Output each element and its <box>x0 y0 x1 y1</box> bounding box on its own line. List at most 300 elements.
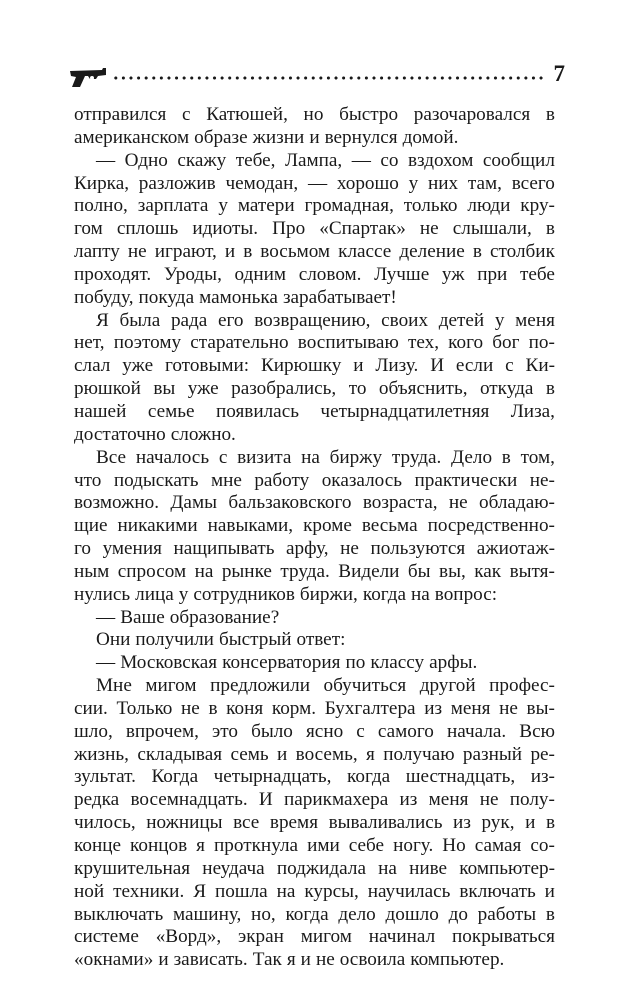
text-line <box>74 789 555 812</box>
text-line <box>74 378 555 401</box>
word: Когда <box>151 766 199 788</box>
word: Так <box>252 949 282 971</box>
word: меня <box>428 789 469 811</box>
word: самого <box>377 720 434 742</box>
word: но, <box>251 903 276 925</box>
word: ими <box>307 835 340 856</box>
word: зарабатывает! <box>282 286 397 308</box>
word: играют, <box>154 241 217 263</box>
word: классу <box>370 652 425 674</box>
word: американском <box>74 126 190 148</box>
word: покуда <box>138 286 195 308</box>
word: отправился <box>74 104 167 125</box>
word: Они <box>96 629 131 651</box>
word: И <box>430 355 445 377</box>
word: с <box>356 720 365 742</box>
word: не <box>315 949 335 971</box>
paragraph-first-line <box>74 150 555 173</box>
word: компьютер- <box>459 857 555 879</box>
word: полно, <box>74 195 128 217</box>
word: Всю <box>519 720 555 742</box>
word: кого <box>448 332 484 354</box>
word: чемодан, <box>225 172 299 194</box>
word: не <box>419 218 439 240</box>
word: в <box>472 241 482 263</box>
word: семье <box>147 400 195 422</box>
word: меня <box>450 697 491 719</box>
word: матери <box>237 195 295 217</box>
word: начинал <box>368 926 436 948</box>
word: слышали, <box>452 218 532 240</box>
word: воспитываю <box>297 332 399 354</box>
word: умения <box>102 538 162 560</box>
word: научилась <box>367 880 451 902</box>
word: ногу. <box>393 835 434 856</box>
word: работы <box>477 903 537 925</box>
word: биржи, <box>299 583 358 605</box>
word: Дело <box>451 446 493 468</box>
word: — <box>96 149 116 171</box>
text-line <box>74 812 555 835</box>
word: рада <box>170 309 208 331</box>
word: восемь, <box>295 743 358 765</box>
word: слал <box>74 355 111 377</box>
paragraph-first-line <box>74 675 555 698</box>
word: достаточно <box>74 423 166 445</box>
word: вздохом <box>407 149 474 171</box>
word: я <box>366 743 375 765</box>
word: ной <box>74 880 105 902</box>
word: Все <box>96 446 127 468</box>
word: Ки- <box>525 355 555 377</box>
word: в <box>545 378 555 400</box>
word: нулись <box>74 583 131 605</box>
text-line <box>74 881 555 904</box>
word: кру- <box>520 195 555 217</box>
text-line <box>74 173 555 196</box>
word: началось <box>135 446 210 468</box>
word: Только <box>116 697 173 719</box>
word: и <box>544 880 555 902</box>
word: самая <box>474 835 522 856</box>
word: со- <box>530 835 555 856</box>
word: Лучше <box>374 263 430 285</box>
word: разложив <box>138 172 216 194</box>
word: Видели <box>338 560 400 582</box>
word: его <box>218 309 244 331</box>
word: у <box>408 172 419 194</box>
word: рынке <box>221 560 272 582</box>
word: мне <box>210 469 242 491</box>
word: ре- <box>530 743 555 765</box>
word: нащипывать <box>173 538 275 560</box>
word: ответ: <box>296 629 346 651</box>
word: четырнадцать, <box>213 766 332 788</box>
word: меня <box>515 309 555 331</box>
word: Катюшей, <box>206 104 288 125</box>
word: детей <box>438 309 485 331</box>
word: при <box>477 263 508 285</box>
word: сии. <box>74 697 108 719</box>
word: го <box>74 538 91 560</box>
word: вываливались <box>328 812 443 834</box>
word: это <box>212 720 238 742</box>
word: побуду, <box>74 286 134 308</box>
word: гом <box>74 218 103 240</box>
text-line <box>74 698 555 721</box>
word: вопрос: <box>434 583 498 605</box>
word: Ваше <box>120 606 165 628</box>
word: когда <box>347 766 391 788</box>
word: образование? <box>169 606 280 628</box>
word: нет, <box>74 332 105 354</box>
word: сложно. <box>170 423 236 445</box>
word: ясно <box>305 720 344 742</box>
word: со <box>380 149 399 171</box>
word: возможно. <box>74 492 160 514</box>
word: уж <box>441 263 465 285</box>
text-line <box>74 538 555 561</box>
text-line <box>74 492 555 515</box>
paragraph-first-line <box>74 629 555 652</box>
word: и <box>525 812 536 834</box>
word: бы <box>407 560 431 582</box>
word: своих <box>381 309 429 331</box>
text-line <box>74 858 555 881</box>
word: на <box>194 560 214 582</box>
revolver-icon <box>68 66 108 88</box>
word: ножницы <box>146 812 223 834</box>
word: арфу, <box>286 538 329 560</box>
word: сплошь <box>116 218 179 240</box>
word: возраста, <box>362 492 438 514</box>
word: Я <box>193 880 206 902</box>
word: Лампа, <box>284 149 343 171</box>
word: в <box>243 241 253 263</box>
text-line <box>74 949 555 972</box>
word: пользуются <box>370 538 466 560</box>
word: столбик <box>489 241 555 263</box>
body-text <box>74 104 555 972</box>
word: лица <box>135 583 174 605</box>
word: вы- <box>526 697 555 719</box>
word: всего <box>511 172 555 194</box>
word: когда <box>285 903 329 925</box>
word: парикмахера <box>284 789 389 811</box>
word: восемнадцать. <box>130 789 248 811</box>
word: не <box>448 492 468 514</box>
word: ным <box>74 560 110 582</box>
text-line <box>74 127 555 150</box>
word: полу- <box>509 789 555 811</box>
word: тебе <box>520 263 555 285</box>
word: старательно <box>190 332 289 354</box>
word: рюшкой <box>74 378 141 400</box>
word: уже <box>122 355 154 377</box>
word: дошло <box>385 903 439 925</box>
word: быстро <box>339 104 399 125</box>
word: не <box>127 241 147 263</box>
word: редка <box>74 789 120 811</box>
word: нашей <box>74 400 127 422</box>
word: машину, <box>173 903 242 925</box>
word: там, <box>467 172 502 194</box>
word: «окнами» <box>74 949 154 971</box>
word: не <box>499 697 518 719</box>
word: мигом <box>145 675 197 697</box>
word: в <box>545 903 555 925</box>
word: уже <box>187 378 219 400</box>
word: образе <box>194 126 248 148</box>
word: поэтому <box>113 332 182 354</box>
word: жизнь, <box>74 743 129 765</box>
word: не <box>181 697 200 719</box>
word: на <box>276 880 296 902</box>
word: крушительная <box>74 857 191 879</box>
word: труда. <box>391 446 442 468</box>
text-line <box>74 744 555 767</box>
paragraph-first-line <box>74 607 555 630</box>
word: мигом <box>300 926 352 948</box>
word: профес- <box>489 675 555 697</box>
word: — <box>96 606 116 628</box>
word: Кирка, <box>74 172 130 194</box>
word: проходят. <box>74 263 152 285</box>
word: и <box>309 126 320 148</box>
text-line <box>74 584 555 607</box>
word: оказалось <box>321 469 403 491</box>
word: сообщил <box>482 149 555 171</box>
word: навыками, <box>207 515 294 537</box>
word: концов <box>130 835 188 856</box>
word: выключать <box>74 903 164 925</box>
word: Мне <box>96 675 132 697</box>
text-line <box>74 241 555 264</box>
word: зависать. <box>173 949 248 971</box>
word: кроме <box>303 515 352 537</box>
word: я <box>196 835 205 856</box>
word: разный <box>462 743 523 765</box>
word: домой. <box>402 126 459 148</box>
paragraph-first-line <box>74 652 555 675</box>
word: рук, <box>481 812 515 834</box>
word: и <box>224 241 236 263</box>
word: у <box>178 583 189 605</box>
word: курсы, <box>304 880 359 902</box>
word: в <box>545 812 555 834</box>
word: не <box>479 789 499 811</box>
word: четырнадцатилетняя <box>320 400 490 422</box>
word: готовыми: <box>164 355 250 377</box>
word: и <box>300 949 311 971</box>
word: весьма <box>361 515 418 537</box>
word: — <box>351 149 371 171</box>
word: появилась <box>215 400 299 422</box>
word: Уроды, <box>163 263 222 285</box>
word: семь <box>230 743 269 765</box>
word: по <box>345 652 366 674</box>
word: проткнула <box>214 835 299 856</box>
word: Бухгалтера <box>324 697 416 719</box>
word: бог <box>492 332 520 354</box>
word: шло, <box>74 720 113 742</box>
text-line <box>74 355 555 378</box>
word: скажу <box>177 149 227 171</box>
word: лапту <box>74 241 120 263</box>
word: ажиотаж- <box>476 538 555 560</box>
word: на <box>378 857 397 879</box>
word: из <box>453 812 471 834</box>
word: на <box>301 446 320 468</box>
word: получили <box>135 629 214 651</box>
word: восьмом <box>260 241 331 263</box>
word: не <box>340 538 359 560</box>
word: классе <box>338 241 392 263</box>
word: — <box>96 652 116 674</box>
word: Лиза, <box>510 400 555 422</box>
word: консерватория <box>222 652 341 674</box>
word: Но <box>442 835 466 856</box>
word: разочаровался <box>413 104 531 125</box>
word: не- <box>529 469 555 491</box>
word: впрочем, <box>125 720 199 742</box>
word: начала. <box>446 720 507 742</box>
word: получаю <box>383 743 455 765</box>
word: хорошо <box>336 172 399 194</box>
word: И <box>258 789 273 811</box>
word: идиоты. <box>192 218 259 240</box>
word: люди <box>467 195 511 217</box>
word: Я <box>96 309 109 331</box>
word: у <box>218 195 228 217</box>
word: никакими <box>117 515 198 537</box>
word: техники. <box>113 880 185 902</box>
word: если <box>455 355 494 377</box>
word: с <box>505 355 514 377</box>
word: из <box>399 789 418 811</box>
word: другой <box>419 675 476 697</box>
word: жизни <box>252 126 305 148</box>
word: тех, <box>407 332 439 354</box>
word: пошла <box>214 880 268 902</box>
dotted-leader <box>112 76 543 80</box>
word: деление <box>399 241 465 263</box>
word: на <box>410 583 430 605</box>
text-line <box>74 926 555 949</box>
word: в <box>545 104 555 125</box>
text-line <box>74 904 555 927</box>
word: Одно <box>124 149 168 171</box>
text-line <box>74 835 555 858</box>
word: корм. <box>271 697 317 719</box>
text-line <box>74 287 555 310</box>
word: том, <box>520 446 555 468</box>
word: обучиться <box>323 675 407 697</box>
word: и <box>158 949 169 971</box>
word: до <box>448 903 468 925</box>
word: с <box>218 446 228 468</box>
word: бальзаковского <box>228 492 352 514</box>
text-line <box>74 721 555 744</box>
word: объяснить, <box>378 378 468 400</box>
word: щие <box>74 515 108 537</box>
word: из- <box>530 766 555 788</box>
word: поджидала <box>276 857 366 879</box>
word: и <box>277 743 288 765</box>
word: когда <box>362 583 406 605</box>
word: Дамы <box>170 492 217 514</box>
word: как <box>474 560 502 582</box>
word: но <box>303 104 324 125</box>
word: у <box>494 309 505 331</box>
word: вернулся <box>324 126 398 148</box>
word: арфы. <box>429 652 478 674</box>
word: вы, <box>439 560 466 582</box>
word: из <box>424 697 443 719</box>
word: неудача <box>202 857 265 879</box>
word: громадная, <box>304 195 394 217</box>
word: них <box>427 172 459 194</box>
word: откуда <box>479 378 534 400</box>
word: труда. <box>280 560 330 582</box>
word: коня <box>226 697 264 719</box>
paragraph-first-line <box>74 447 555 470</box>
text-line <box>74 264 555 287</box>
text-line <box>74 766 555 789</box>
word: мамонька <box>199 286 278 308</box>
page-number: 7 <box>553 61 565 86</box>
text-line <box>74 515 555 538</box>
text-line <box>74 195 555 218</box>
text-line <box>74 470 555 493</box>
word: «Ворд», <box>155 926 222 948</box>
word: я <box>286 949 296 971</box>
word: что <box>74 469 102 491</box>
word: конце <box>74 835 121 856</box>
running-header <box>68 61 565 92</box>
word: тебе, <box>235 149 276 171</box>
text-line <box>74 561 555 584</box>
word: складывая <box>137 743 223 765</box>
word: системе <box>74 926 139 948</box>
word: все <box>233 812 260 834</box>
word: время <box>269 812 319 834</box>
word: освоила <box>339 949 406 971</box>
word: только <box>403 195 458 217</box>
word: то <box>348 378 367 400</box>
word: разобрались, <box>231 378 337 400</box>
word: себе <box>348 835 385 856</box>
word: сотрудников <box>193 583 295 605</box>
word: компьютер. <box>410 949 505 971</box>
word: с <box>182 104 191 125</box>
word: словом. <box>298 263 362 285</box>
word: Московская <box>120 652 218 674</box>
word: зарплата <box>137 195 209 217</box>
word: Про <box>272 218 306 240</box>
word: Кирюшку <box>260 355 342 377</box>
word: покрываться <box>452 926 555 948</box>
word: возвращению, <box>254 309 371 331</box>
word: вы <box>153 378 176 400</box>
text-line <box>74 424 555 447</box>
word: одним <box>234 263 287 285</box>
word: подыскать <box>113 469 199 491</box>
paragraph-first-line <box>74 310 555 333</box>
word: ниве <box>409 857 448 879</box>
word: экран <box>237 926 284 948</box>
word: практически <box>414 469 518 491</box>
